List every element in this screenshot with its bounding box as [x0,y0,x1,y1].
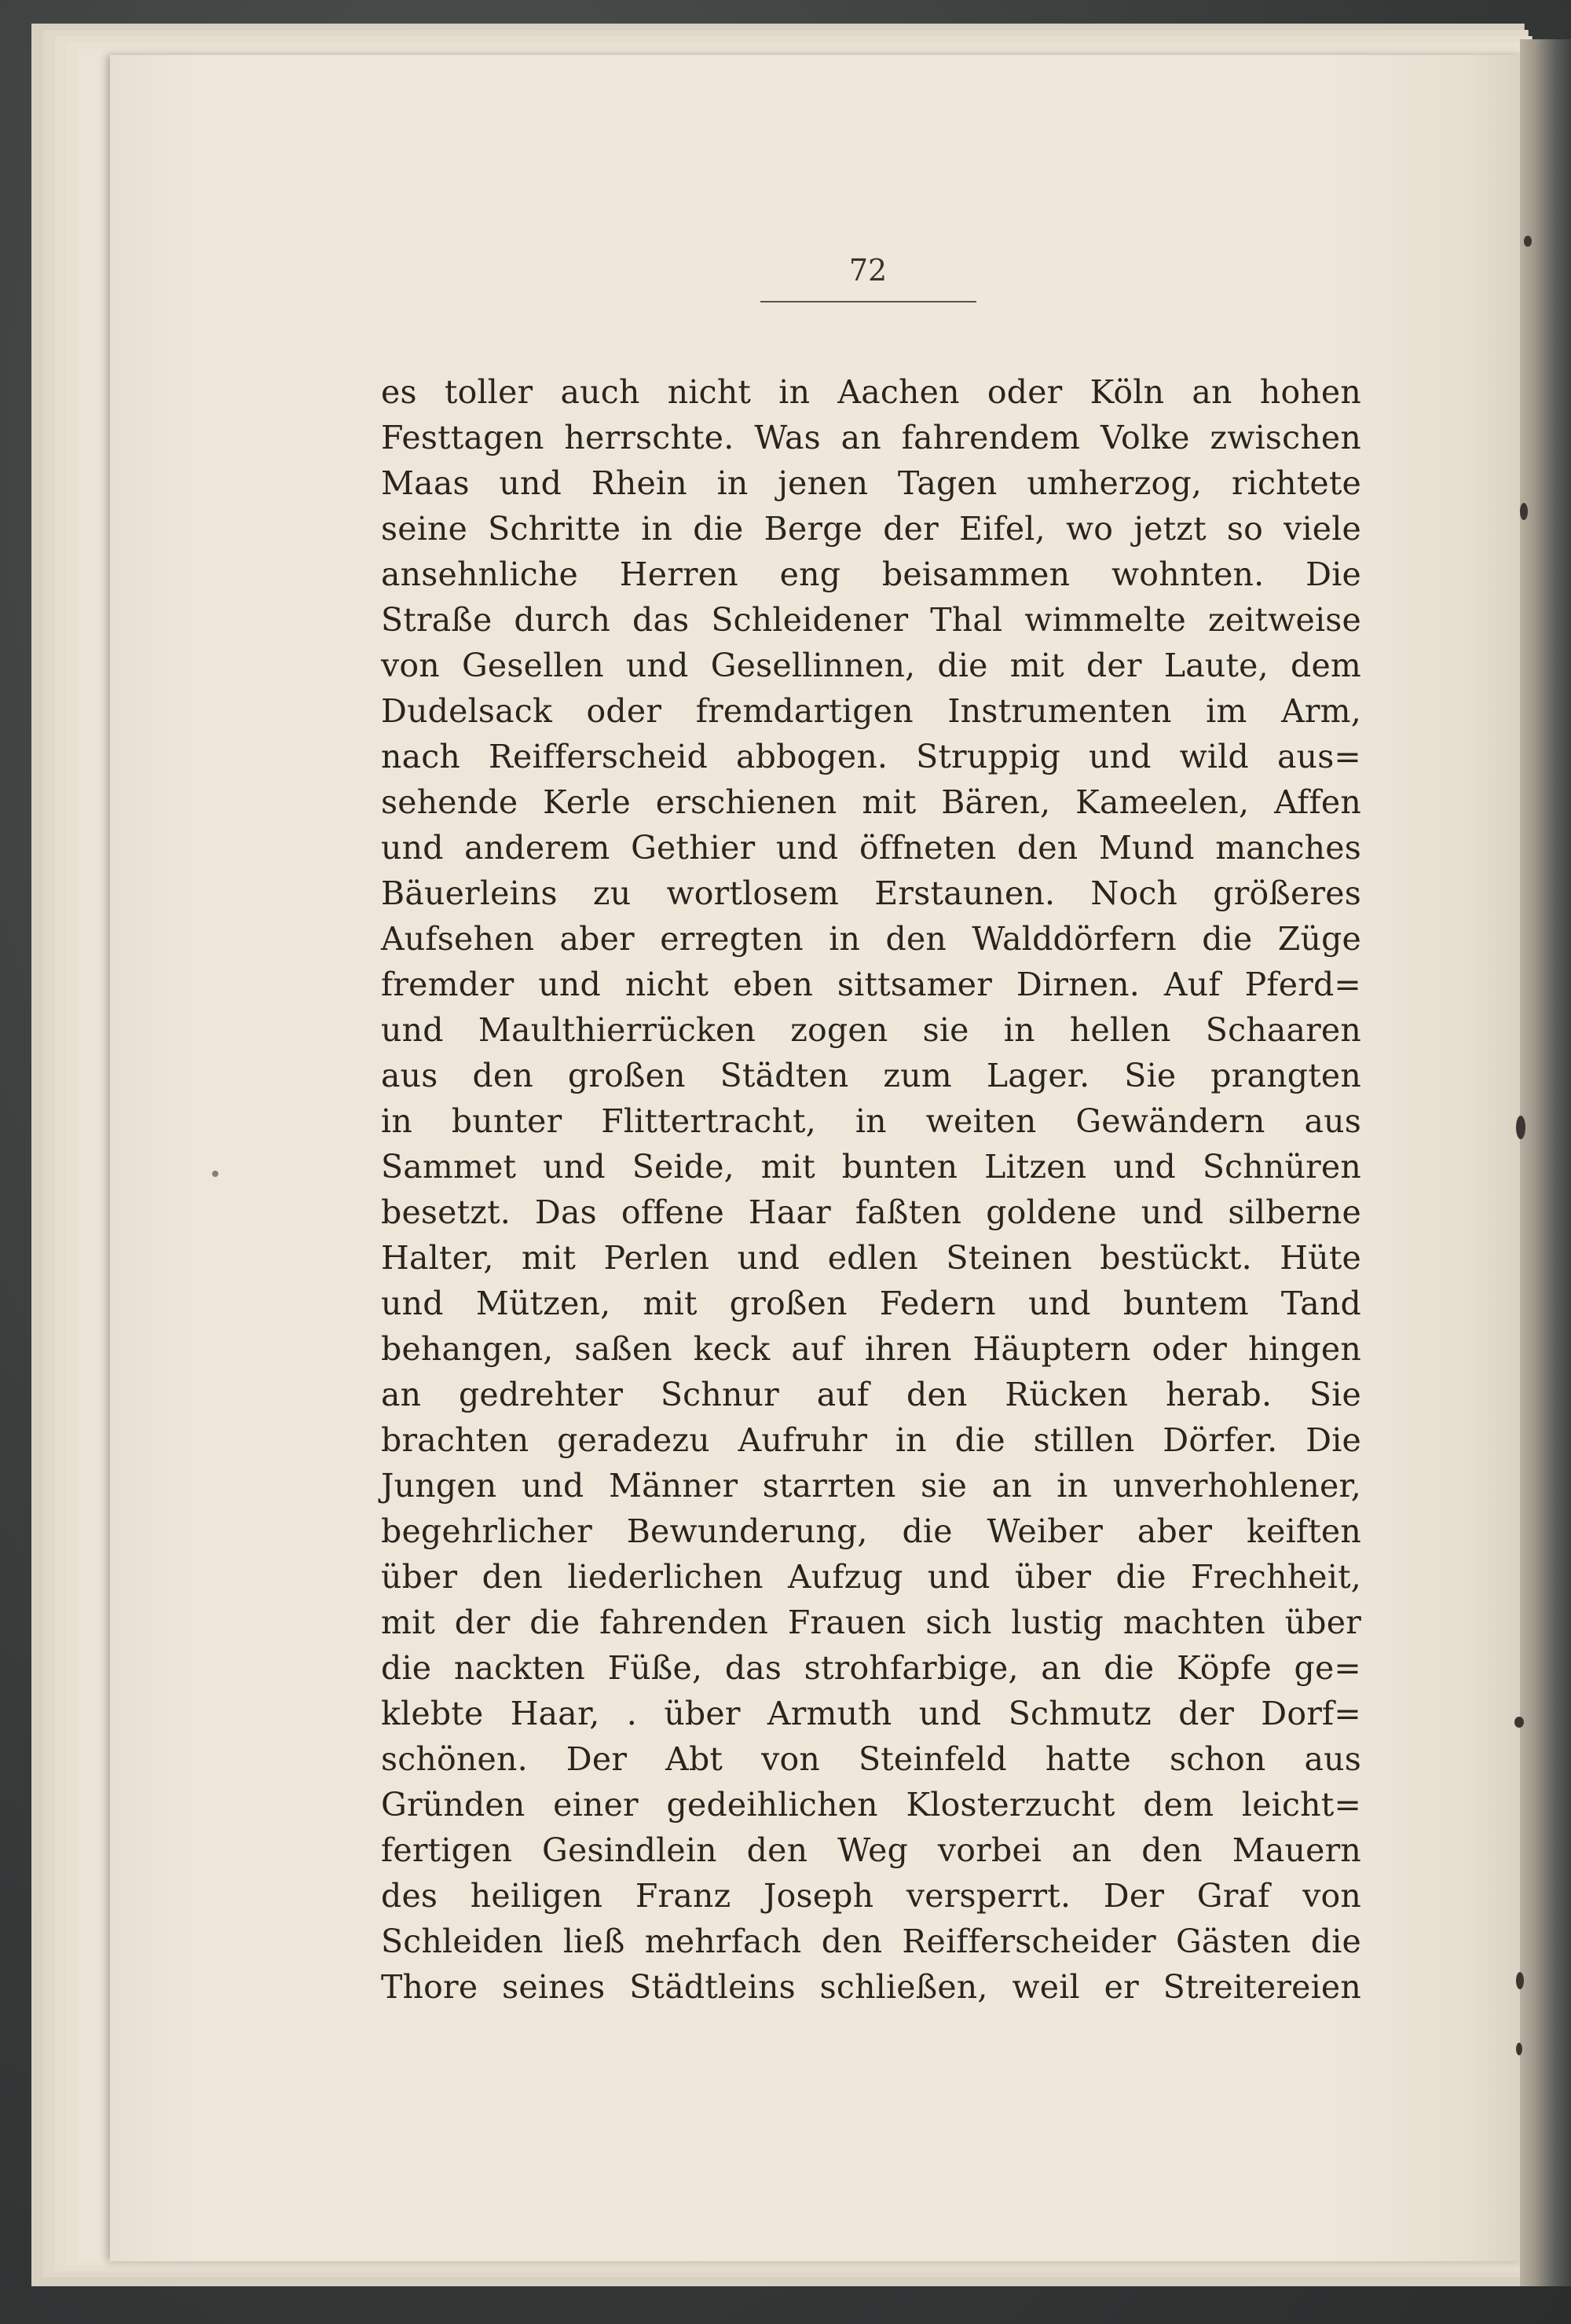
text-line: fertigen Gesindlein den Weg vorbei an den Mauern [381,1831,1361,1869]
book-spine [1520,39,1571,2286]
text-line: und anderem Gethier und öffneten den Mund manches [381,829,1361,867]
text-line: begehrlicher Bewunderung, die Weiber aber keiften [381,1512,1361,1550]
text-line: an gedrehter Schnur auf den Rücken herab. Sie [381,1376,1361,1413]
gutter-mark [1516,1116,1525,1139]
text-line: brachten geradezu Aufruhr in die stillen Dörfer. Die [381,1421,1361,1459]
text-line: mit der die fahrenden Frauen sich lustig machten über [381,1604,1361,1641]
text-line: Bäuerleins zu wortlosem Erstaunen. Noch größeres [381,874,1361,912]
text-line: Schleiden ließ mehrfach den Reifferscheider Gästen die [381,1923,1361,1960]
text-line: in bunter Flittertracht, in weiten Gewändern aus [381,1102,1361,1140]
text-line: Halter, mit Perlen und edlen Steinen bestückt. Hüte [381,1239,1361,1277]
text-line: die nackten Füße, das strohfarbige, an die Köpfe ge= [381,1649,1361,1687]
text-line: Aufsehen aber erregten in den Walddörfern die Züge [381,920,1361,958]
text-line: schönen. Der Abt von Steinfeld hatte schon aus [381,1740,1361,1778]
body-text [381,369,1361,2010]
text-line: Gründen einer gedeihlichen Klosterzucht dem leicht= [381,1786,1361,1824]
text-line: fremder und nicht eben sittsamer Dirnen. Auf Pferd= [381,966,1361,1003]
text-line: Straße durch das Schleidener Thal wimmelte zeitweise [381,601,1361,639]
text-line: Jungen und Männer starrten sie an in unverhohlener, [381,1467,1361,1505]
text-line: und Maulthierrücken zogen sie in hellen Schaaren [381,1011,1361,1049]
text-line: klebte Haar, . über Armuth und Schmutz der Dorf= [381,1695,1361,1732]
gutter-mark [1524,236,1532,247]
text-line: Thore seines Städtleins schließen, weil er Streitereien [381,1968,1361,2006]
text-line: des heiligen Franz Joseph versperrt. Der Graf von [381,1877,1361,1915]
text-line: von Gesellen und Gesellinnen, die mit der Laute, dem [381,647,1361,684]
text-line: seine Schritte in die Berge der Eifel, wo jetzt so viele [381,510,1361,548]
text-line: behangen, saßen keck auf ihren Häuptern oder hingen [381,1330,1361,1368]
text-line: über den liederlichen Aufzug und über die Frechheit, [381,1558,1361,1596]
text-line: ansehnliche Herren eng beisammen wohnten. Die [381,555,1361,593]
text-line: sehende Kerle erschienen mit Bären, Kameelen, Affen [381,783,1361,821]
text-line: Festtagen herrschte. Was an fahrendem Volke zwischen [381,419,1361,456]
text-line: es toller auch nicht in Aachen oder Köln an hohen [381,373,1361,411]
gutter-mark [1516,2043,1522,2055]
header-rule [760,301,976,302]
gutter-mark [1520,503,1528,520]
text-line: nach Reifferscheid abbogen. Struppig und wild aus= [381,738,1361,775]
text-line: Dudelsack oder fremdartigen Instrumenten im Arm, [381,692,1361,730]
gutter-mark [1514,1717,1524,1728]
page-number: 72 [848,253,888,288]
text-line: Maas und Rhein in jenen Tagen umherzog, richtete [381,464,1361,502]
gutter-mark [1516,1972,1524,1989]
text-line: aus den großen Städten zum Lager. Sie prangten [381,1057,1361,1094]
text-line: besetzt. Das offene Haar faßten goldene und silberne [381,1193,1361,1231]
text-line: und Mützen, mit großen Federn und buntem Tand [381,1285,1361,1322]
text-line: Sammet und Seide, mit bunten Litzen und Schnüren [381,1148,1361,1186]
paper-speck [212,1171,218,1177]
